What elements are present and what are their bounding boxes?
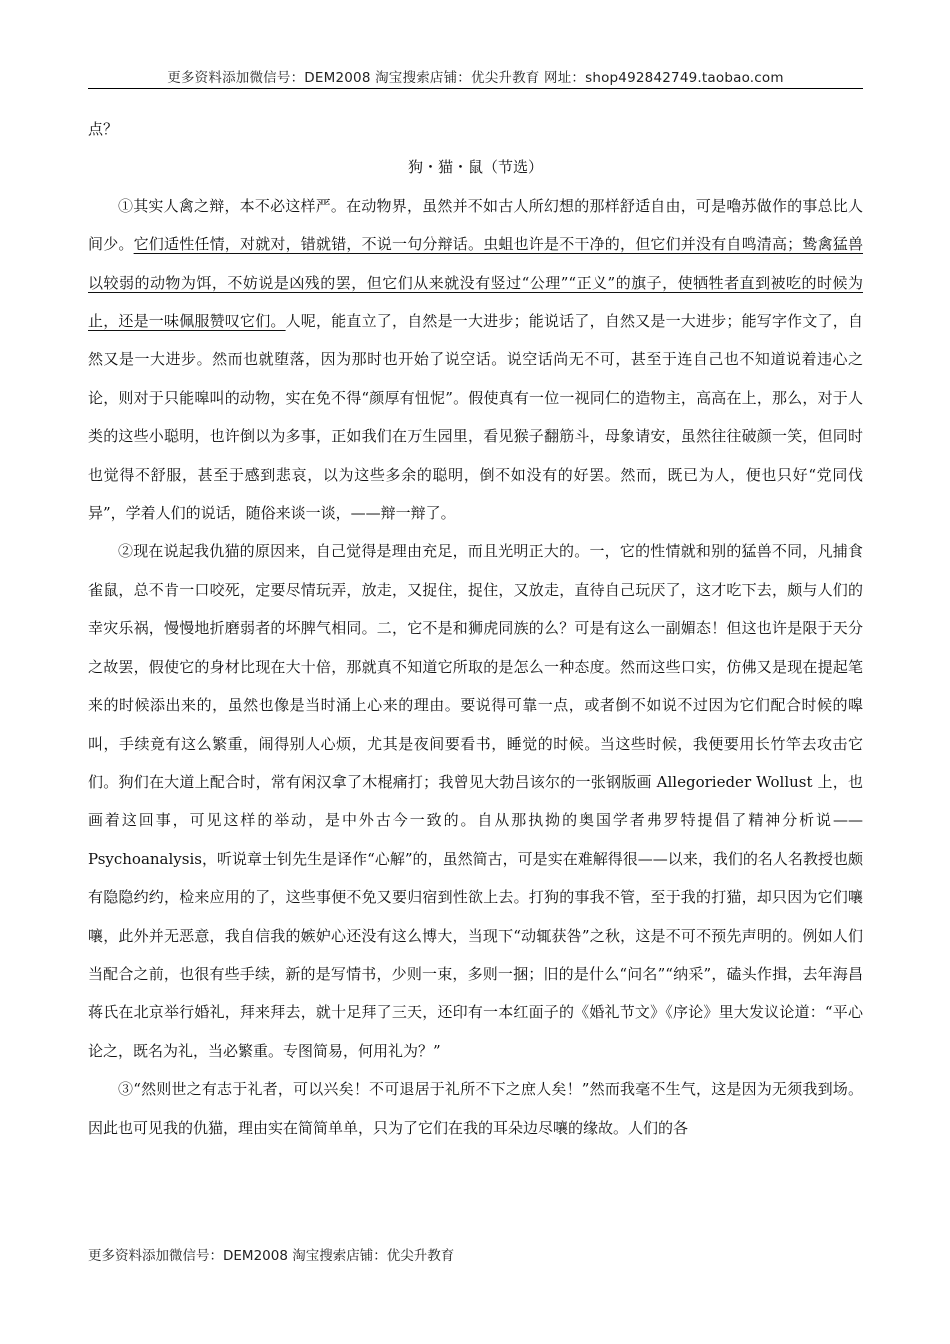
paragraph-2: ②现在说起我仇猫的原因来，自己觉得是理由充足，而且光明正大的。一，它的性情就和别的猛兽不同，凡捕食雀鼠，总不肯一口咬死，定要尽情玩弄，放走，又捉住，捉住，又放走，直待自己玩厌了，这才吃下去，颇与人们的幸灾乐祸，慢慢地折磨弱者的坏脾气相同。二，它不是和狮虎同族的么？可是有这么一副媚态！但这也许是限于天分之故罢，假使它的身材比现在大十倍，那就真不知道它所取的是怎么一种态度。然而这些口实，仿佛又是现在提起笔来的时候添出来的，虽然也像是当时涌上心来的理由。要说得可靠一点，或者倒不如说不过因为它们配合时候的嗥叫，手续竟有这么繁重，闹得别人心烦，尤其是夜间要看书，睡觉的时候。当这些时候，我便要用长竹竿去攻击它们。狗们在大道上配合时，常有闲汉拿了木棍痛打；我曾见大勃吕该尔的一张钢版画 Allegorieder Wollust 上，也画着这回事，可见这样的举动，是中外古今一致的。自从那执拗的奥国学者弗罗特提倡了精神分析说——Psychoanalysis，听说章士钊先生是译作“心解”的，虽然简古，可是实在难解得很——以来，我们的名人名教授也颇有隐隐约约，检来应用的了，这些事便不免又要归宿到性欲上去。打狗的事我不管，至于我的打猫，却只因为它们嚷嚷，此外并无恶意，我自信我的嫉妒心还没有这么博大，当现下“动辄获咎”之秋，这是不可不预先声明的。例如人们当配合之前，也很有些手续，新的是写情书，少则一束，多则一捆；旧的是什么“问名”“纳采”，磕头作揖，去年海昌蒋氏在北京举行婚礼，拜来拜去，就十足拜了三天，还印有一本红面子的《婚礼节文》《序论》里大发议论道：“平心论之，既名为礼，当必繁重。专图简易，何用礼为？”	[88, 542, 863, 1060]
page-footer	[88, 1244, 454, 1264]
header-divider	[88, 88, 863, 89]
paragraph-1-part-b: 人呢，能直立了，自然是一大进步；能说话了，自然又是一大进步；能写字作文了，自然又是一大进步。然而也就堕落，因为那时也开始了说空话。说空话尚无不可，甚至于连自己也不知道说着违心之论，则对于只能嗥叫的动物，实在免不得“颜厚有忸怩”。假使真有一位一视同仁的造物主，高高在上，那么，对于人类的这些小聪明，也许倒以为多事，正如我们在万生园里，看见猴子翻筋斗，母象请安，虽然往往破颜一笑，但同时也觉得不舒服，甚至于感到悲哀，以为这些多余的聪明，倒不如没有的好罢。然而，既已为人，便也只好“党同伐异”，学着人们的说话，随俗来谈一谈，——辩一辩了。	[88, 312, 863, 523]
page-header	[88, 66, 863, 88]
lead-line: 点？	[88, 120, 119, 138]
header-text: 更多资料添加微信号：DEM2008 淘宝搜索店铺：优尖升教育 网址：shop492842749.taobao.com	[167, 70, 784, 86]
footer-text: 更多资料添加微信号：DEM2008 淘宝搜索店铺：优尖升教育	[88, 1248, 455, 1264]
underlined-passage: 它们适性任情，对就对，错就错，不说一句分辩话。虫蛆也许是不干净的，但它们并没有自鸣清高；鸷禽猛兽以较弱的动物为饵，不妨说是凶残的罢，但它们从来就没有竖过“公理”“正义”的旗子，使牺牲者直到被吃的时候为止，还是一味佩服赞叹它们。	[88, 235, 863, 331]
essay-title: 狗・猫・鼠（节选）	[407, 158, 543, 177]
paragraph-1	[88, 187, 863, 533]
paragraph-1-part-a: ①其实人禽之辩，本不必这样严。在动物界，虽然并不如古人所幻想的那样舒适自由，可是嚕苏做作的事总比人间少。	[88, 196, 863, 254]
paragraph-3: ③“然则世之有志于礼者，可以兴矣！不可退居于礼所不下之庶人矣！”然而我毫不生气，这是因为无须我到场。因此也可见我的仇猫，理由实在简简单单，只为了它们在我的耳朵边尽嚷的缘故。人们的各	[88, 1080, 863, 1137]
document-body	[88, 110, 863, 1147]
